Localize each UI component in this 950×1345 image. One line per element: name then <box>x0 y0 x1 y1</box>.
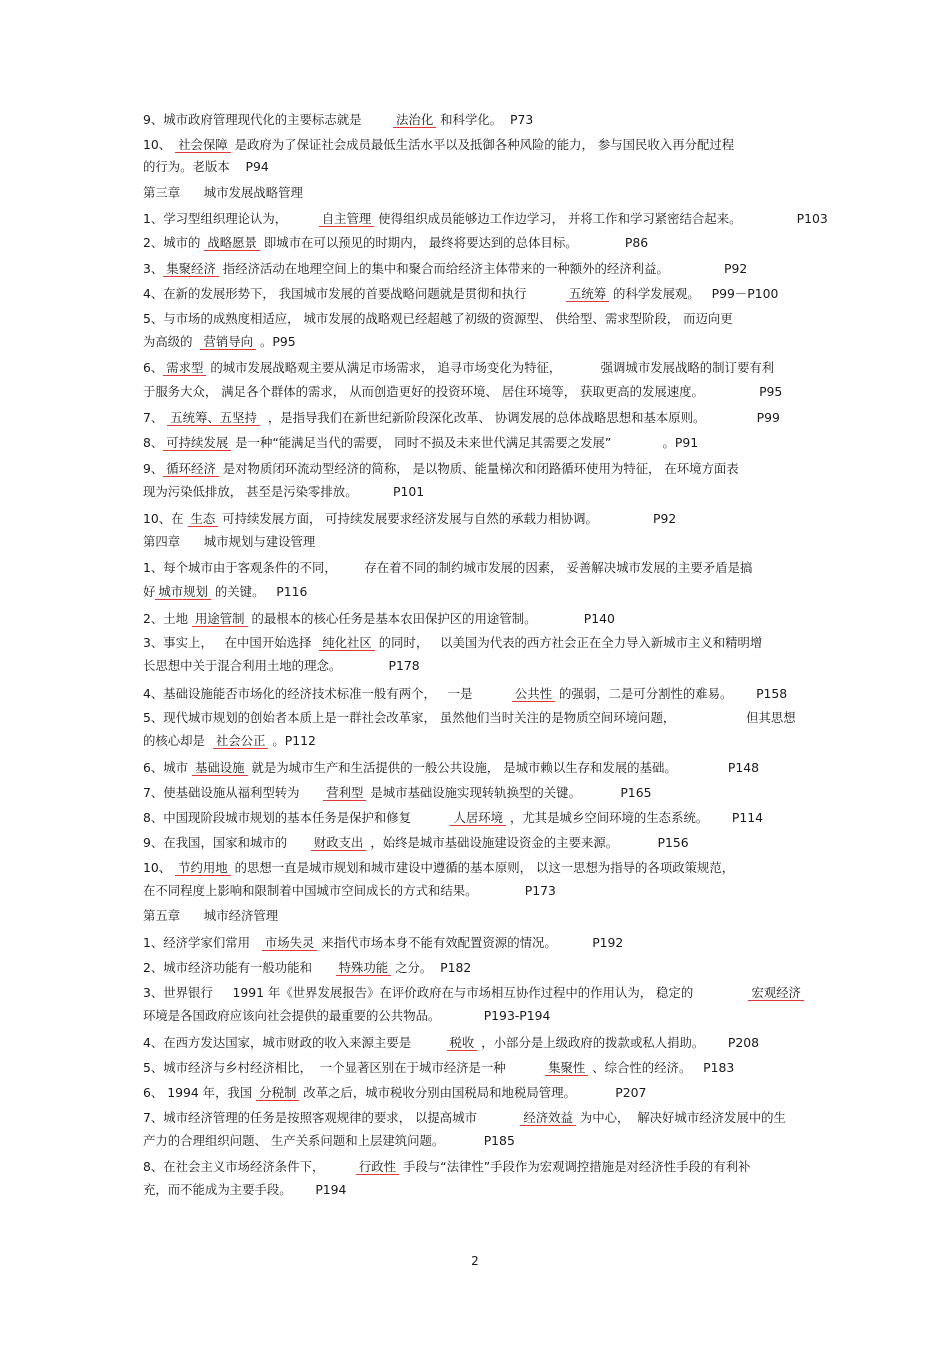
text-segment: 7、城市经济管理的任务是按照客观规律的要求， 以提高城市 <box>143 1110 521 1125</box>
text-segment: 的关键。 P116 <box>210 584 308 599</box>
text-segment: 和科学化。 P73 <box>436 112 534 127</box>
text-segment: 2、城市经济功能有一般功能和 <box>143 960 336 975</box>
text-segment: 改革之后，城市税收分别由国税局和地税局管理。 P207 <box>299 1085 647 1100</box>
text-line <box>143 656 823 676</box>
text-segment: ，是指导我们在新世纪新阶段深化改革、 协调发展的总体战略思想和基本原则。 P99 <box>259 410 780 425</box>
text-line <box>143 558 823 578</box>
text-line <box>143 708 823 728</box>
answer-underlined: 城市规划 <box>155 584 211 600</box>
text-line <box>143 110 823 130</box>
text-line <box>143 509 823 529</box>
text-line <box>143 1033 823 1053</box>
text-segment: 7、 <box>143 410 168 425</box>
text-segment: 10、在 <box>143 511 188 526</box>
text-line <box>143 731 823 751</box>
text-segment: 8、中国现阶段城市规划的基本任务是保护和修复 <box>143 810 451 825</box>
text-segment: 即城市在可以预见的时期内， 最终将要达到的总体目标。 P86 <box>259 235 649 250</box>
text-line <box>143 532 823 552</box>
text-segment: 9、在我国，国家和城市的 <box>143 835 311 850</box>
text-line <box>143 1131 823 1151</box>
text-line <box>143 183 823 203</box>
text-segment: 是对物质闭环流动型经济的简称， 是以物质、能量梯次和闭路循环使用为特征， 在环境方面表 <box>218 461 739 476</box>
text-line <box>143 1083 823 1103</box>
answer-underlined: 经济效益 <box>520 1110 576 1126</box>
text-segment: 9、城市政府管理现代化的主要标志就是 <box>143 112 394 127</box>
text-segment: 3、 <box>143 261 164 276</box>
text-segment: 的强弱，二是可分割性的难易。 P158 <box>555 686 788 701</box>
text-segment: 是城市基础设施实现转轨换型的关键。 P165 <box>366 785 652 800</box>
answer-underlined: 公共性 <box>512 686 555 702</box>
text-segment: 1、经济学家们常用 <box>143 935 262 950</box>
text-line <box>143 684 823 704</box>
text-segment: 指经济活动在地理空间上的集中和聚合而给经济主体带来的一种额外的经济利益。 P92 <box>218 261 748 276</box>
text-line <box>143 833 823 853</box>
text-segment: 5、现代城市规划的创始者本质上是一群社会改革家， 虽然他们当时关注的是物质空间环境问题， 但其思想 <box>143 710 796 725</box>
text-segment: 就是为城市生产和生活提供的一般公共设施， 是城市赖以生存和发展的基础。 P148 <box>247 760 760 775</box>
answer-underlined: 循环经济 <box>163 461 219 477</box>
answer-underlined: 行政性 <box>356 1159 399 1175</box>
text-segment: 的核心却是 <box>143 733 213 748</box>
text-segment: 的最根本的核心任务是基本农田保护区的用途管制。 P140 <box>247 611 615 626</box>
text-segment: 2、土地 <box>143 611 192 626</box>
text-line <box>143 259 823 279</box>
text-line <box>143 983 823 1003</box>
text-segment: 之分。 P182 <box>391 960 472 975</box>
text-line <box>143 633 823 653</box>
text-segment: 的思想一直是城市规划和城市建设中遵循的基本原则， 以这一思想为指导的各项政策规范， <box>230 860 735 875</box>
text-segment: 1、每个城市由于客观条件的不同， 存在着不同的制约城市发展的因素， 妥善解决城市发展的主要矛盾是搞 <box>143 560 753 575</box>
text-line <box>143 906 823 926</box>
answer-underlined: 可持续发展 <box>163 435 231 451</box>
text-line <box>143 1058 823 1078</box>
text-segment: 10、 <box>143 860 176 875</box>
text-line <box>143 582 823 602</box>
answer-underlined: 人居环境 <box>450 810 506 826</box>
text-line <box>143 808 823 828</box>
text-line <box>143 1108 823 1128</box>
text-segment: 、综合性的经济。 P183 <box>588 1060 735 1075</box>
answer-underlined: 节约用地 <box>175 860 231 876</box>
answer-underlined: 纯化社区 <box>319 635 375 651</box>
text-line <box>143 284 823 304</box>
text-segment: 3、事实上， 在中国开始选择 <box>143 635 320 650</box>
text-segment: 5、与市场的成熟度相适应， 城市发展的战略观已经超越了初级的资源型、 供给型、需求型阶段， 而迈向更 <box>143 311 733 326</box>
text-segment: 为高级的 <box>143 334 201 349</box>
text-segment: 。P112 <box>268 733 316 748</box>
text-segment: 6、 <box>143 360 164 375</box>
answer-underlined: 社会保障 <box>175 137 231 153</box>
page-number: 2 <box>471 1254 479 1268</box>
text-line <box>143 157 823 177</box>
answer-underlined: 社会公正 <box>213 733 269 749</box>
text-segment: 在不同程度上影响和限制着中国城市空间成长的方式和结果。 P173 <box>143 883 556 898</box>
text-segment: 长思想中关于混合利用土地的理念。 P178 <box>143 658 420 673</box>
text-segment: 是政府为了保证社会成员最低生活水平以及抵御各种风险的能力， 参与国民收入再分配过程 <box>230 137 735 152</box>
text-segment: 第四章 城市规划与建设管理 <box>143 534 316 549</box>
text-segment: 2、城市的 <box>143 235 205 250</box>
text-segment: 第五章 城市经济管理 <box>143 908 279 923</box>
answer-underlined: 集聚性 <box>545 1060 588 1076</box>
text-line <box>143 135 823 155</box>
text-segment: 8、 <box>143 435 164 450</box>
text-segment: 使得组织成员能够边工作边学习， 并将工作和学习紧密结合起来。 P103 <box>374 211 828 226</box>
text-line <box>143 1006 823 1026</box>
text-segment: 充，而不能成为主要手段。 P194 <box>143 1182 347 1197</box>
text-segment: 的科学发展观。 P99－P100 <box>609 286 779 301</box>
text-line <box>143 1180 823 1200</box>
text-line <box>143 408 823 428</box>
text-line <box>143 309 823 329</box>
answer-underlined: 营利型 <box>323 785 366 801</box>
text-line <box>143 1157 823 1177</box>
text-segment: 环境是各国政府应该向社会提供的最重要的公共物品。 P193-P194 <box>143 1008 551 1023</box>
text-segment: 7、使基础设施从福利型转为 <box>143 785 324 800</box>
text-segment: 的同时， 以美国为代表的西方社会正在全力导入新城市主义和精明增 <box>374 635 763 650</box>
text-line <box>143 783 823 803</box>
answer-underlined: 五统筹 <box>566 286 609 302</box>
text-line <box>143 881 823 901</box>
text-segment: ，尤其是城乡空间环境的生态系统。 P114 <box>506 810 763 825</box>
text-segment: 8、在社会主义市场经济条件下， <box>143 1159 356 1174</box>
answer-underlined: 分税制 <box>256 1085 299 1101</box>
answer-underlined: 五统筹、五坚持 <box>167 410 260 426</box>
answer-underlined: 集聚经济 <box>163 261 219 277</box>
answer-underlined: 自主管理 <box>319 211 375 227</box>
text-segment: 4、在西方发达国家，城市财政的收入来源主要是 <box>143 1035 447 1050</box>
text-segment: 手段与“法律性”手段作为宏观调控措施是对经济性手段的有利补 <box>399 1159 751 1174</box>
text-segment: 的行为。老版本 P94 <box>143 159 269 174</box>
text-line <box>143 358 823 378</box>
text-segment: 1、学习型组织理论认为， <box>143 211 319 226</box>
text-segment: 来指代市场本身不能有效配置资源的情况。 P192 <box>317 935 624 950</box>
text-segment: 4、基础设施能否市场化的经济技术标准一般有两个， 一是 <box>143 686 512 701</box>
text-line <box>143 482 823 502</box>
text-segment: 。P95 <box>256 334 296 349</box>
text-line <box>143 958 823 978</box>
text-segment: 为中心， 解决好城市经济发展中的生 <box>575 1110 786 1125</box>
text-segment: 9、 <box>143 461 164 476</box>
text-line <box>143 609 823 629</box>
text-segment: 4、在新的发展形势下， 我国城市发展的首要战略问题就是贯彻和执行 <box>143 286 566 301</box>
text-line <box>143 332 823 352</box>
text-segment: 现为污染低排放， 甚至是污染零排放。 P101 <box>143 484 425 499</box>
answer-underlined: 法治化 <box>393 112 436 128</box>
text-line <box>143 758 823 778</box>
text-segment: 3、世界银行 1991 年《世界发展报告》在评价政府在与市场相互协作过程中的作用认为， 稳定的 <box>143 985 749 1000</box>
answer-underlined: 营销导向 <box>200 334 256 350</box>
text-line <box>143 459 823 479</box>
answer-underlined: 战略愿景 <box>204 235 260 251</box>
answer-underlined: 财政支出 <box>311 835 367 851</box>
text-segment: 于服务大众， 满足各个群体的需求， 从而创造更好的投资环境、 居住环境等， 获取更高的发展速度。 P95 <box>143 384 783 399</box>
answer-underlined: 市场失灵 <box>262 935 318 951</box>
text-line <box>143 233 823 253</box>
answer-underlined: 生态 <box>188 511 219 527</box>
text-line <box>143 382 823 402</box>
text-segment: ，始终是城市基础设施建设资金的主要来源。 P156 <box>366 835 689 850</box>
text-line <box>143 858 823 878</box>
answer-underlined: 特殊功能 <box>336 960 392 976</box>
text-segment: 6、 1994 年，我国 <box>143 1085 257 1100</box>
text-segment: ，小部分是上级政府的拨款或私人捐助。 P208 <box>477 1035 760 1050</box>
text-segment: 6、城市 <box>143 760 192 775</box>
text-segment: 是一种“能满足当代的需要， 同时不损及未来世代满足其需要之发展” 。P91 <box>231 435 699 450</box>
text-segment: 的城市发展战略观主要从满足市场需求， 追寻市场变化为特征， 强调城市发展战略的制订要有利 <box>206 360 775 375</box>
text-segment: 好 <box>143 584 156 599</box>
answer-underlined: 基础设施 <box>192 760 248 776</box>
text-segment: 可持续发展方面， 可持续发展要求经济发展与自然的承载力相协调。 P92 <box>218 511 677 526</box>
text-line <box>143 209 828 229</box>
answer-underlined: 税收 <box>447 1035 478 1051</box>
text-line <box>143 433 823 453</box>
text-line <box>143 933 823 953</box>
answer-underlined: 需求型 <box>163 360 206 376</box>
answer-underlined: 用途管制 <box>192 611 248 627</box>
answer-underlined: 宏观经济 <box>748 985 804 1001</box>
text-segment: 第三章 城市发展战略管理 <box>143 185 303 200</box>
text-segment: 10、 <box>143 137 176 152</box>
text-segment: 产力的合理组织问题、 生产关系问题和上层建筑问题。 P185 <box>143 1133 515 1148</box>
text-segment: 5、城市经济与乡村经济相比， 一个显著区别在于城市经济是一种 <box>143 1060 546 1075</box>
